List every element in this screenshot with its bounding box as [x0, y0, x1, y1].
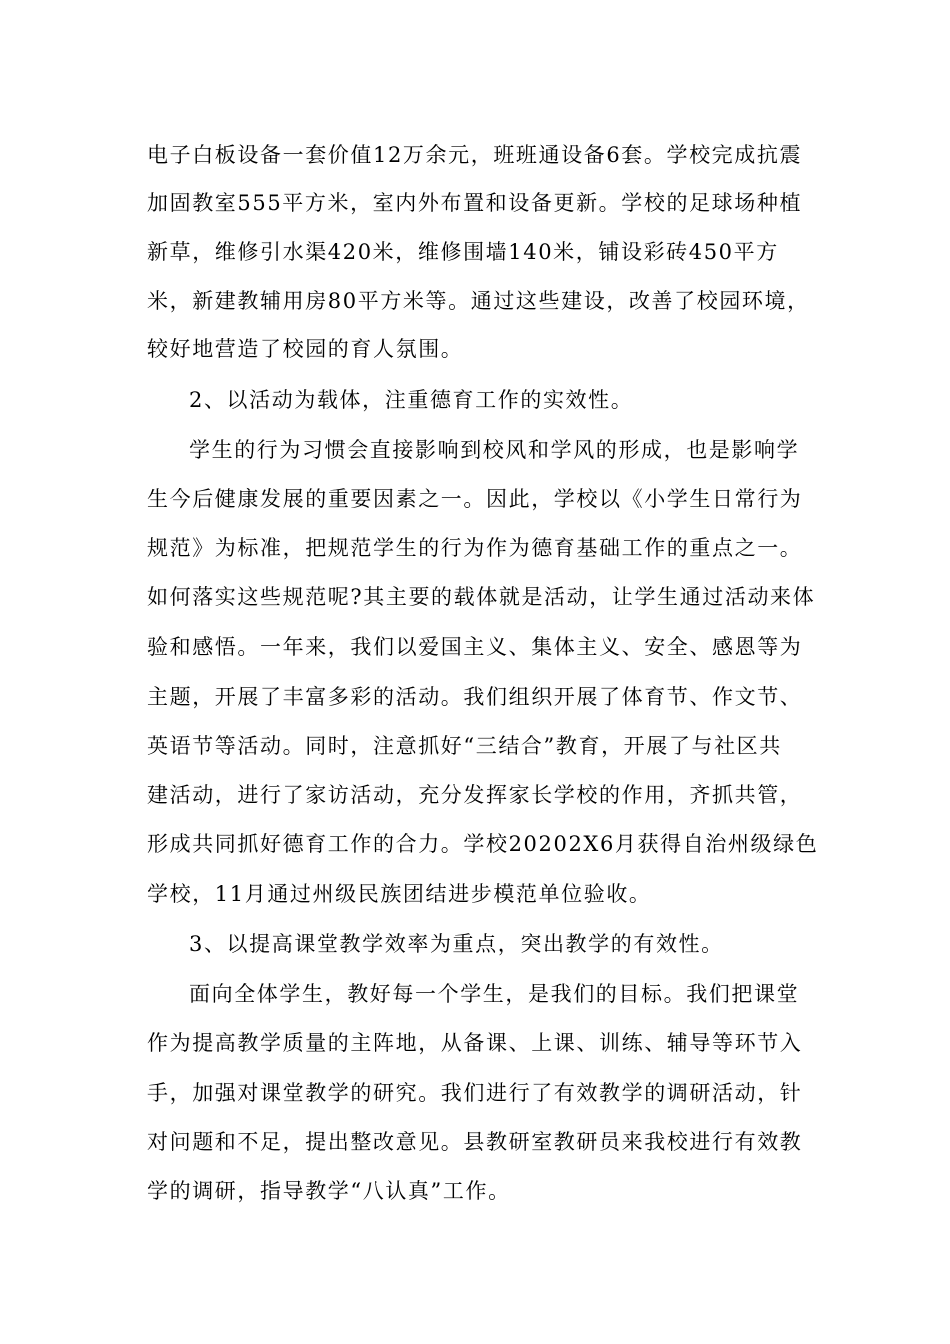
text-line: 主题，开展了丰富多彩的活动。我们组织开展了体育节、作文节、 [147, 685, 803, 709]
text-line: 加固教室555平方米，室内外布置和设备更新。学校的足球场种植 [147, 191, 803, 215]
text-line: 新草，维修引水渠420米，维修围墙140米，铺设彩砖450平方 [147, 240, 779, 264]
text-line: 规范》为标准，把规范学生的行为作为德育基础工作的重点之一。 [147, 536, 803, 560]
text-line: 学的调研，指导教学“八认真”工作。 [147, 1179, 511, 1203]
text-line: 对问题和不足，提出整改意见。县教研室教研员来我校进行有效教 [147, 1130, 803, 1154]
text-line: 作为提高教学质量的主阵地，从备课、上课、训练、辅导等环节入 [147, 1031, 803, 1055]
section-heading: 2、以活动为载体，注重德育工作的实效性。 [189, 388, 634, 412]
text-line: 学生的行为习惯会直接影响到校风和学风的形成，也是影响学 [189, 438, 800, 462]
text-line: 形成共同抓好德育工作的合力。学校20202X6月获得自治州级绿色 [147, 832, 819, 856]
text-line: 面向全体学生，教好每一个学生，是我们的目标。我们把课堂 [189, 982, 800, 1006]
text-line: 如何落实这些规范呢?其主要的载体就是活动，让学生通过活动来体 [147, 585, 816, 609]
text-line: 英语节等活动。同时，注意抓好“三结合”教育，开展了与社区共 [147, 734, 782, 758]
text-line: 电子白板设备一套价值12万余元，班班通设备6套。学校完成抗震 [147, 143, 803, 167]
text-line: 较好地营造了校园的育人氛围。 [147, 337, 464, 361]
text-line: 验和感悟。一年来，我们以爱国主义、集体主义、安全、感恩等为 [147, 635, 803, 659]
text-line: 建活动，进行了家访活动，充分发挥家长学校的作用，齐抓共管， [147, 783, 803, 807]
section-heading: 3、以提高课堂教学效率为重点，突出教学的有效性。 [189, 932, 724, 956]
text-line: 学校，11月通过州级民族团结进步模范单位验收。 [147, 882, 652, 906]
text-line: 手，加强对课堂教学的研究。我们进行了有效教学的调研活动，针 [147, 1081, 803, 1105]
text-line: 米，新建教辅用房80平方米等。通过这些建设，改善了校园环境， [147, 289, 810, 313]
text-line: 生今后健康发展的重要因素之一。因此，学校以《小学生日常行为 [147, 487, 803, 511]
